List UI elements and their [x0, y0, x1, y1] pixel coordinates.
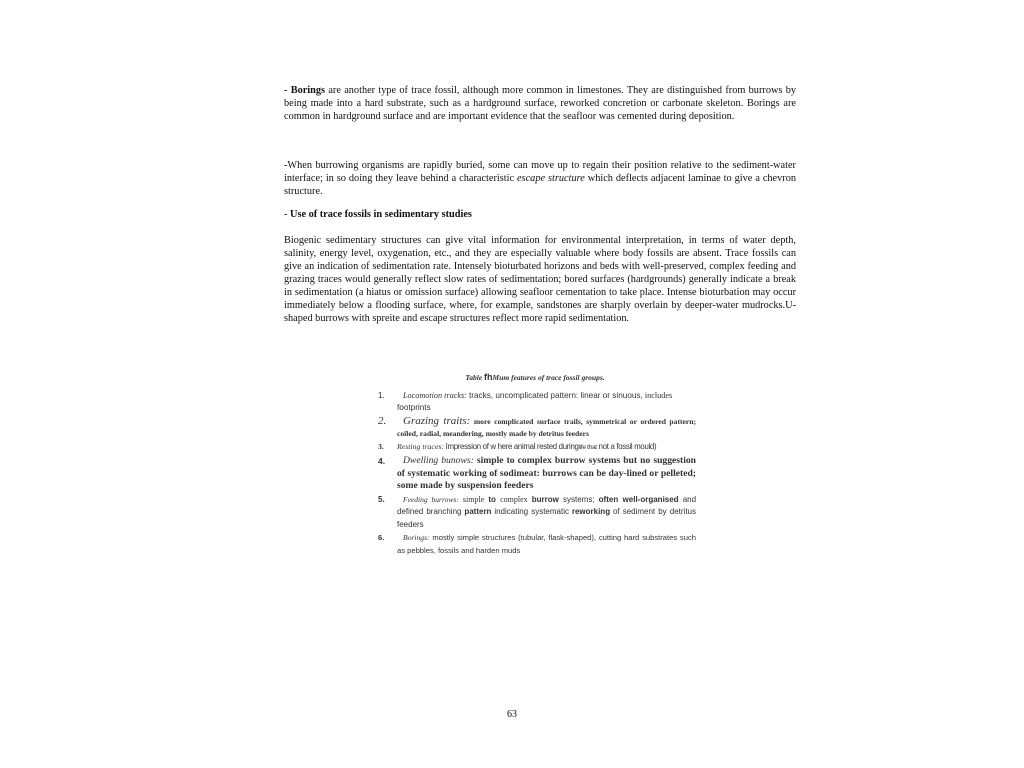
paragraph-escape-structure	[284, 159, 796, 198]
row-tail: footprints	[397, 403, 431, 412]
table-row	[378, 532, 696, 557]
trace-fossil-table	[378, 390, 696, 557]
row-description: Impression of w here animal rested during	[445, 442, 579, 451]
row-body	[397, 415, 696, 440]
heading-dash: -	[284, 209, 291, 220]
table-row	[378, 455, 696, 493]
row-word: simple	[462, 494, 485, 504]
row-number: 5.	[378, 494, 385, 504]
row-word: to	[488, 494, 496, 504]
row-label: Dwelling bunows:	[403, 455, 474, 466]
table-row	[378, 494, 696, 532]
row-extra: includes	[642, 391, 673, 400]
borings-text: are another type of trace fossil, although more common in limestones. They are distinguished from burrows by being made into a hard substrate, such as a hardground surface, reworked concretion or carbonate skeleton. Borings are common in hardground surface and are important evidence that the seafloor was cemented during deposition.	[284, 85, 796, 122]
row-number: 1.	[378, 391, 385, 400]
table-row	[378, 415, 696, 440]
row-number: 6.	[378, 533, 385, 542]
row-description: tracks, uncomplicated pattern: linear or sinuous,	[468, 391, 643, 400]
table-caption	[400, 372, 670, 382]
row-word: and defined branching	[397, 494, 697, 516]
row-description-small: life that	[578, 444, 597, 451]
row-body	[397, 441, 696, 454]
row-word: often well-organised	[598, 494, 679, 504]
caption-text: Mum features of trace fossil groups.	[492, 373, 605, 382]
table-row	[378, 441, 696, 454]
row-number: 2.	[378, 415, 387, 427]
escape-structure-term: escape structure	[517, 173, 585, 184]
row-description: more complicated surface trails, symmetrical or ordered pattern; coiled, radial, meandering, mostly made by detritus feeders	[397, 417, 696, 438]
paragraph-borings	[284, 84, 796, 123]
row-body	[397, 494, 696, 532]
row-label: Grazing traits:	[403, 415, 471, 427]
paragraph-biogenic: Biogenic sedimentary structures can give vital information for environmental interpretation, in terms of water depth, salinity, energy level, oxygenation, etc., and they are especially valuable where body fossils are absent. Trace fossils can give an indication of sedimentation rate. Intensely bioturbated horizons and beds with well-preserved, complex feeding and grazing traces would generally reflect slow rates of sedimentation; bored surfaces (hardgrounds) generally indicate a break in sedimentation (a hiatus or omission surface) allowing seafloor cementation to take place. Intense bioturbation may occur immediately below a flooding surface, where, for example, sandstones are sharply overlain by deeper-water mudrocks.U-shaped burrows with spreite and escape structures reflect more rapid sedimentation.	[284, 235, 796, 324]
row-label: Borings:	[403, 533, 430, 542]
section-heading	[284, 208, 796, 221]
row-body	[397, 532, 696, 557]
escape-text-after: which deflects adjacent laminae to give a chevron structure.	[284, 173, 797, 197]
row-word: pattern	[464, 507, 492, 516]
table-row	[378, 390, 696, 414]
caption-label: Table	[465, 373, 483, 382]
row-word: of sediment by detritus feeders	[397, 507, 696, 529]
row-word: burrow	[531, 494, 559, 504]
caption-symbol: fh	[484, 372, 493, 382]
escape-text-before: -When burrowing organisms are rapidly buried, some can move up to regain their position relative to the sediment-water interface; in so doing they leave behind a characteristic	[284, 160, 796, 184]
row-label: Locomotion tracks:	[403, 391, 467, 400]
row-number: 3.	[378, 442, 384, 451]
row-body	[397, 455, 696, 493]
row-label: Feeding burrows:	[403, 494, 459, 504]
row-word: reworking	[571, 507, 611, 516]
row-word: indicating systematic	[494, 507, 569, 516]
heading-title: Use of trace fossils in sedimentary studies	[290, 209, 472, 220]
row-tail: not a fossil mould)	[596, 442, 657, 451]
row-body	[397, 390, 696, 414]
row-description: simple to complex burrow systems but no suggestion of systematic working of sodimeat: burrows can be day-lined or pelleted; some made by suspension feeders	[397, 455, 696, 491]
row-number: 4.	[378, 456, 386, 466]
row-word: complex	[500, 494, 528, 504]
page-number: 63	[507, 709, 517, 720]
row-description: mostly simple structures (tubular, flask-shaped), cutting hard substrates such as pebbles, fossils and harden muds	[397, 533, 696, 555]
row-label: Resting traces:	[397, 442, 444, 451]
borings-lead: - Borings	[284, 85, 326, 96]
row-word: systems;	[562, 494, 595, 504]
